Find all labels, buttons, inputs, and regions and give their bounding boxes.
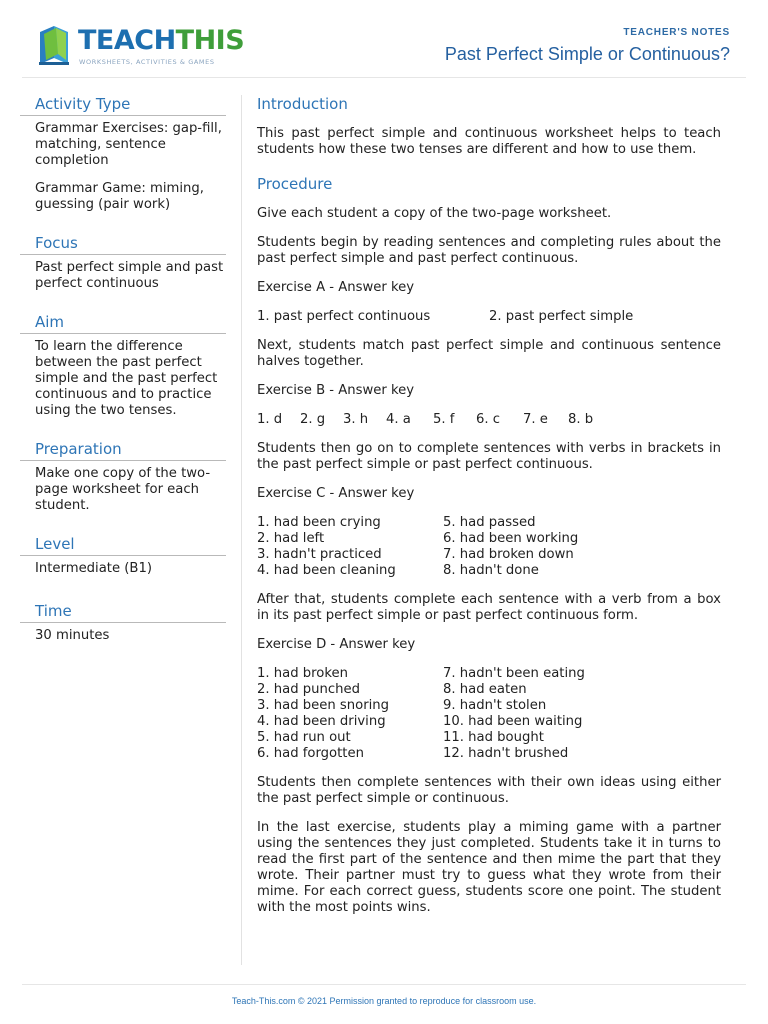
aim-section [20,310,226,419]
exercise-d-label: Exercise D - Answer key [257,637,416,652]
procedure-paragraph: Students begin by reading sentences and completing rules about the past perfect simple and past perfect continuous. [257,235,721,266]
answer-item: 2. g [300,412,326,427]
answer-item: 5. had run out [257,730,351,745]
footer-copyright[interactable]: Teach-This.com © 2021 Permission granted to reproduce for classroom use. [231,996,537,1006]
activity-type-section [20,92,226,213]
teachers-notes-label: TEACHER'S NOTES [623,27,730,38]
answer-item: 2. had punched [257,682,360,697]
answer-item: 12. hadn't brushed [443,746,569,761]
exercise-a-label: Exercise A - Answer key [257,280,415,295]
focus-text: Past perfect simple and past perfect continuous [35,260,224,291]
sidebar [20,92,226,656]
exercise-c-label: Exercise C - Answer key [257,486,415,501]
level-heading: Level [20,532,226,556]
answer-item: 6. had been working [443,531,579,546]
procedure-paragraph: Next, students match past perfect simple and continuous sentence halves together. [257,338,721,369]
answer-item: 4. a [386,412,411,427]
answer-item: 5. had passed [443,515,536,530]
time-heading: Time [20,599,226,623]
introduction-heading: Introduction [257,95,348,113]
answer-item: 9. hadn't stolen [443,698,547,713]
answer-item: 6. c [476,412,501,427]
procedure-paragraph: Students then go on to complete sentences with verbs in brackets in the past perfect simple or past perfect continuous. [257,441,721,472]
answer-item: 3. had been snoring [257,698,390,713]
time-text: 30 minutes [35,628,110,643]
procedure-paragraph: In the last exercise, students play a miming game with a partner using the sentences they just completed. Students take it in turns to read the first part of the sentence and then mime the part that they wrote. Their partner must try to guess what they wrote from their mime. For each correct guess, students score one point. The student with the most points wins. [257,820,721,915]
book-logo-icon [36,24,72,66]
exercise-b-label: Exercise B - Answer key [257,383,415,398]
answer-item: 11. had bought [443,730,544,745]
activity-type-item: Grammar Exercises: gap-fill, matching, sentence completion [35,121,222,168]
answer-item: 2. had left [257,531,325,546]
level-text: Intermediate (B1) [35,561,153,576]
answer-item: 7. e [523,412,548,427]
answer-item: 7. hadn't been eating [443,666,585,681]
answer-item: 2. past perfect simple [489,309,634,324]
aim-heading: Aim [20,310,226,334]
answer-item: 3. h [343,412,369,427]
answer-item: 10. had been waiting [443,714,583,729]
introduction-text: This past perfect simple and continuous worksheet helps to teach students how these two tenses are different and how to use them. [257,126,721,157]
exercise-c-answers [257,515,721,579]
focus-section [20,231,226,292]
activity-type-heading: Activity Type [20,92,226,116]
main-content [257,92,721,916]
preparation-section [20,437,226,514]
answer-item: 8. had eaten [443,682,527,697]
answer-item: 1. d [257,412,283,427]
logo-wordmark: TEACHTHIS [78,25,245,56]
procedure-heading: Procedure [257,175,333,193]
answer-item: 3. hadn't practiced [257,547,382,562]
preparation-text: Make one copy of the two-page worksheet for each student. [35,466,211,513]
answer-item: 1. had been crying [257,515,381,530]
activity-type-item: Grammar Game: miming, guessing (pair work) [35,181,204,212]
time-section [20,599,226,644]
procedure-paragraph: After that, students complete each sentence with a verb from a box in its past perfect simple or past perfect continuous form. [257,592,721,623]
logo-tagline: WORKSHEETS, ACTIVITIES & GAMES [79,58,215,66]
answer-item: 1. had broken [257,666,348,681]
answer-item: 4. had been cleaning [257,563,396,578]
page-title: Past Perfect Simple or Continuous? [444,44,730,64]
answer-item: 8. hadn't done [443,563,539,578]
procedure-paragraph: Give each student a copy of the two-page worksheet. [257,206,612,221]
answer-item: 6. had forgotten [257,746,364,761]
teach-this-logo[interactable] [36,22,245,70]
procedure-paragraph: Students then complete sentences with their own ideas using either the past perfect simple or continuous. [257,775,721,806]
exercise-b-answers [257,412,721,428]
page-header [22,18,746,78]
level-section [20,532,226,577]
exercise-a-answers [257,309,721,325]
column-divider [241,95,242,965]
answer-item: 7. had broken down [443,547,574,562]
footer-divider [22,984,746,985]
focus-heading: Focus [20,231,226,255]
exercise-d-answers [257,666,721,762]
aim-text: To learn the difference between the past perfect simple and the past perfect continuous and to practice using the two tenses. [35,339,218,418]
preparation-heading: Preparation [20,437,226,461]
answer-item: 8. b [568,412,594,427]
answer-item: 5. f [433,412,455,427]
answer-item: 4. had been driving [257,714,386,729]
answer-item: 1. past perfect continuous [257,309,431,324]
